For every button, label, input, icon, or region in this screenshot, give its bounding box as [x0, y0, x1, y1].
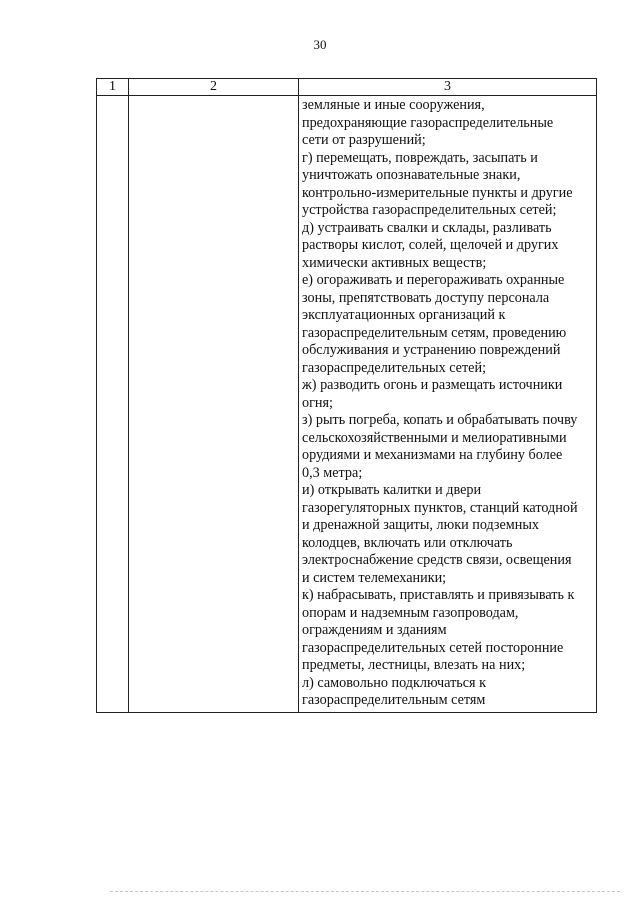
text-line: з) рыть погреба, копать и обрабатывать почву — [302, 412, 578, 428]
cell-column-2 — [129, 96, 299, 713]
text-line: предохраняющие газораспределительные — [302, 114, 554, 131]
text-line: газораспределительных сетей; — [302, 359, 487, 376]
text-line: сельскохозяйственными и мелиоративными — [302, 429, 567, 446]
column-header-2: 2 — [129, 79, 299, 96]
cell-column-1 — [97, 96, 129, 713]
text-line: к) набрасывать, приставлять и привязывать к — [302, 587, 575, 603]
text-line: зоны, препятствовать доступу персонала — [302, 289, 550, 306]
text-line: 0,3 метра; — [302, 464, 363, 481]
text-line: орудиями и механизмами на глубину более — [302, 447, 563, 463]
text-line: ж) разводить огонь и размещать источники — [302, 377, 563, 393]
column-header-1: 1 — [97, 79, 129, 96]
text-line: г) перемещать, повреждать, засыпать и — [302, 149, 538, 166]
text-line: электроснабжение средств связи, освещения — [302, 552, 572, 568]
text-line: и систем телемеханики; — [302, 569, 447, 586]
text-line: уничтожать опознавательные знаки, — [302, 167, 521, 183]
text-line: газораспределительным сетям, проведению — [302, 324, 567, 341]
text-line: газораспределительных сетей посторонние — [302, 639, 564, 656]
text-line: обслуживания и устранению повреждений — [302, 342, 561, 358]
text-line: е) огораживать и перегораживать охранные — [302, 272, 565, 288]
text-line: предметы, лестницы, влезать на них; — [302, 657, 526, 673]
text-line: опорам и надземным газопроводам, — [302, 604, 519, 621]
text-line: и дренажной защиты, люки подземных — [302, 517, 539, 533]
text-line: д) устраивать свалки и склады, разливать — [302, 219, 552, 236]
text-line: газораспределительным сетям — [302, 692, 486, 708]
document-table — [96, 78, 597, 713]
text-line: контрольно-измерительные пункты и другие — [302, 184, 573, 201]
table-header-row — [97, 79, 597, 96]
text-line: ограждениям и зданиям — [302, 622, 447, 638]
column-header-3: 3 — [299, 79, 597, 96]
text-line: л) самовольно подключаться к — [302, 674, 487, 691]
text-line: растворы кислот, солей, щелочей и других — [302, 237, 559, 253]
text-line: эксплуатационных организаций к — [302, 307, 506, 323]
text-line: устройства газораспределительных сетей; — [302, 202, 557, 218]
text-line: газорегуляторных пунктов, станций катодной — [302, 499, 578, 516]
page-number: 30 — [313, 37, 327, 52]
text-line: земляные и иные сооружения, — [302, 97, 485, 113]
text-line: и) открывать калитки и двери — [302, 482, 482, 498]
cell-column-3 — [299, 96, 597, 713]
prohibitions-text — [302, 97, 594, 710]
text-line: химически активных веществ; — [302, 254, 487, 271]
scan-artifact-line — [110, 891, 620, 893]
table-row — [97, 96, 597, 713]
text-line: сети от разрушений; — [302, 132, 426, 148]
text-line: колодцев, включать или отключать — [302, 534, 513, 551]
text-line: огня; — [302, 394, 333, 411]
